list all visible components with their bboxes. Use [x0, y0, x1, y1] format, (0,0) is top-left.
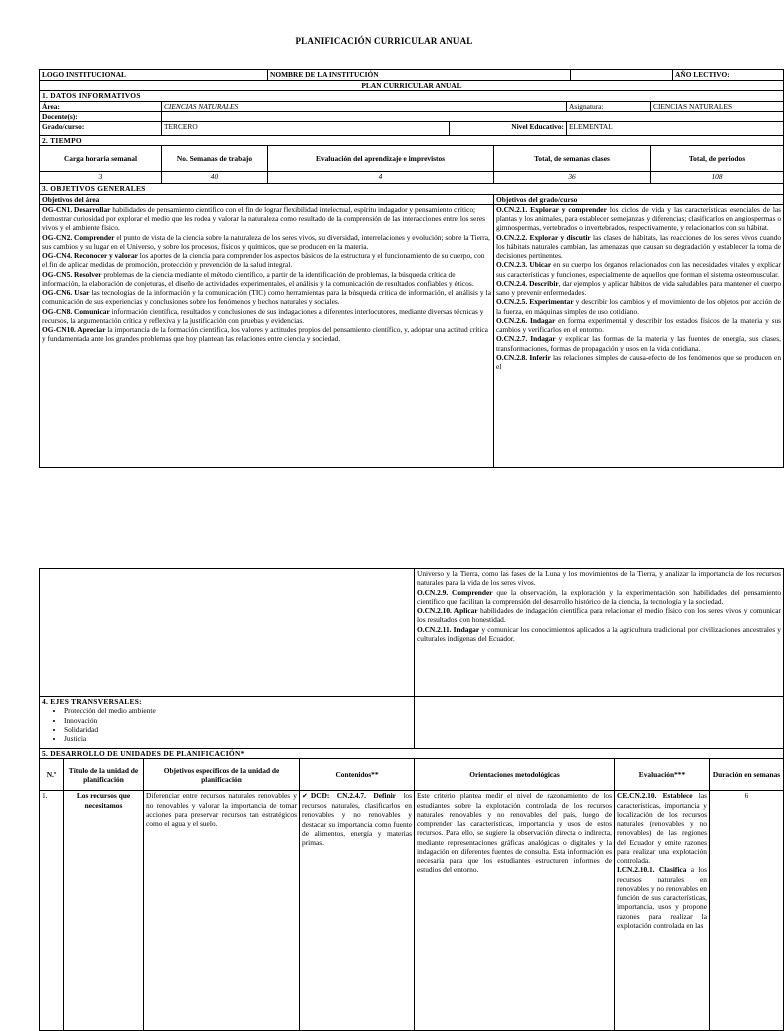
page1-table — [39, 69, 784, 468]
unit-header: Contenidos** — [300, 759, 415, 791]
nivel-value: ELEMENTAL — [567, 122, 784, 136]
unit-number: 1. — [40, 791, 64, 1031]
objetivos-area-list — [40, 204, 494, 467]
objective-item: O.CN.2.2. Explorar y discutir las clases de hábitats, las reacciones de los seres vivos cuando los hábitats naturales cambian, las amenazas que causan su degradación y establecer la toma de decisiones pertinentes. — [496, 232, 782, 260]
list-item: • Innovación — [64, 716, 412, 725]
section-ejes: 4. EJES TRANSVERSALES: — [42, 697, 142, 706]
objective-item: O.CN.2.8. Inferir las relaciones simples de causa-efecto de los fenómenos que se producen en el — [496, 352, 782, 371]
table-row — [40, 791, 784, 1031]
asignatura-value: CIENCIAS NATURALES — [651, 101, 784, 111]
plan-title: PLAN CURRICULAR ANUAL — [40, 81, 784, 91]
area-value: CIENCIAS NATURALES — [162, 101, 567, 111]
objective-item: O.CN.2.1. Explorar y comprender los ciclos de vida y las características esenciales de las plantas y los animales, para establecer semejanzas y diferencias; clasificarlos en angiospermas o gimnospermas, vertebrados o invertebrados, respectivamente, y relacionarlos con su hábitat. — [496, 204, 782, 233]
grado-value: TERCERO — [162, 122, 450, 136]
objective-item: OG-CN4. Reconocer y valorar los aportes de la ciencia para comprender los aspectos básicos de la estructura y el funcionamiento de su cuerpo, con el fin de aplicar medidas de promoción, protección y prevención de la salud integral. — [42, 251, 485, 270]
objective-item: O.CN.2.5. Experimentar y describir los cambios y el movimiento de los objetos por acción de la fuerza, en máquinas simples de uso cotidiano. — [496, 297, 782, 316]
list-item: • Solidaridad — [64, 725, 412, 734]
ejes-cell — [40, 697, 415, 749]
unit-title: Los recursos que necesitamos — [64, 791, 144, 1031]
objective-item: O.CN.2.6. Indagar en forma experimental y describir los estados físicos de la materia y sus cambios y verificarlos en el entorno. — [496, 315, 782, 334]
objective-item: OG-CN5. Resolver problemas de la ciencia mediante el método científico, a partir de la identificación de problemas, la búsqueda crítica de información, la elaboración de conjeturas, el diseño de actividades experimentales, el análisis y la comunicación de resultados confiables y éticos. — [42, 269, 474, 288]
objective-item: OG-CN10. Apreciar la importancia de la formación científica, los valores y actitudes propios del pensamiento científico, y, adoptar una actitud crítica y fundamentada ante los grandes problemas que hoy plantean las relaciones entre ciencia y sociedad. — [42, 325, 488, 344]
tiempo-value: 108 — [651, 172, 784, 184]
tiempo-value: 3 — [40, 172, 162, 184]
unit-evaluation: CE.CN.2.10. Establece las características, importancia y localización de los recursos naturales (renovables y no renovables) de las regiones del Ecuador y emite razones para realizar una explotación controlada. I.CN.2.10.1. Clasifica a los recursos naturales en renovables y no renovables en función de sus características, importancia, usos y propone razones para realizar la explotación controlada en las — [615, 791, 710, 1031]
tiempo-header: Carga horaria semanal — [40, 146, 162, 172]
objetivos-grado-continuation — [415, 569, 784, 697]
unit-header: Objetivos específicos de la unidad de planificación — [144, 759, 300, 791]
list-item: • Protección del medio ambiente — [64, 706, 412, 715]
check-icon — [302, 791, 311, 800]
area-label: Área: — [40, 101, 162, 111]
objective-item: O.CN.2.7. Indagar y explicar las formas de la materia y las fuentes de energía, sus clases, transformaciones, formas de propagación y usos en la vida cotidiana. — [496, 334, 782, 353]
unit-header: Evaluación*** — [615, 759, 710, 791]
section-objetivos: 3. OBJETIVOS GENERALES — [40, 184, 784, 194]
tiempo-header: Evaluación del aprendizaje e imprevistos — [268, 146, 494, 172]
tiempo-header: No. Semanas de trabajo — [162, 146, 268, 172]
school-year-cell: AÑO LECTIVO: — [673, 70, 784, 81]
objective-item: O.CN.2.11. Indagar y comunicar los conocimientos aplicados a la agricultura tradicional por civilizaciones ancestrales y culturales indígenas del Ecuador. — [417, 624, 782, 643]
section-datos: 1. DATOS INFORMATIVOS — [40, 91, 784, 101]
unit-content: ✔ DCD: CN.2.4.7. Definir los recursos naturales, clasificarlos en renovables y no renovables y destacar su importancia como fuente de alimentos, energía y materias primas. — [300, 791, 415, 1031]
docente-label: Docente(s): — [40, 111, 162, 121]
tiempo-value: 40 — [162, 172, 268, 184]
objetivos-area-header: Objetivos del área — [40, 194, 494, 204]
list-item: • Justicia — [64, 734, 412, 743]
section-tiempo: 2. TIEMPO — [40, 136, 784, 146]
objective-item: Universo y la Tierra, como las fases de la Luna y los movimientos de la Tierra, y analizar la importancia de los recursos naturales para la vida de los seres vivos. — [417, 569, 782, 588]
objective-item: O.CN.2.9. Comprender que la observación, la exploración y la experimentación son habilidades del pensamiento científico que facilitan la comprensión del desarrollo histórico de la ciencia, la tecnología y la sociedad. — [417, 587, 782, 606]
tiempo-value: 4 — [268, 172, 494, 184]
unit-header: Duración en semanas — [710, 759, 784, 791]
unit-methodology: Este criterio plantea medir el nivel de razonamiento de los estudiantes sobre la explotación controlada de los recursos naturales renovables y no renovables del país, luego de comprender las características, importancia y usos de estos recursos. Para ello, se sugiere la observación directa o indirecta, mediante representaciones gráficas analógicas o digitales y la indagación en diferentes fuentes de consulta. Esta información es necesaria para que los estudiantes estructuren informes de estudios del entorno. — [415, 791, 615, 1031]
objective-item: O.CN.2.3. Ubicar en su cuerpo los órganos relacionados con las necesidades vitales y explicar sus características y funciones, especialmente de aquellos que forman el sistema osteomuscular. — [496, 260, 782, 279]
asignatura-label: Asignatura: — [567, 101, 651, 111]
objective-item: O.CN.2.10. Aplicar habilidades de indagación científica para relacionar el medio físico con los seres vivos y comunicar los resultados con honestidad. — [417, 606, 782, 625]
tiempo-header: Total, de periodos — [651, 146, 784, 172]
unit-header: Título de la unidad de planificación — [64, 759, 144, 791]
unit-header: Orientaciones metodológicas — [415, 759, 615, 791]
tiempo-header: Total, de semanas clases — [494, 146, 651, 172]
objective-item: OG-CN8. Comunicar información científica, resultados y conclusiones de sus indagaciones a diferentes interlocutores, mediante diversas técnicas y recursos, la argumentación crítica y reflexiva y la justificación con pruebas y evidencias. — [42, 306, 484, 325]
section-desarrollo: 5. DESARROLLO DE UNIDADES DE PLANIFICACIÓN* — [40, 749, 784, 759]
page-title: PLANIFICACIÓN CURRICULAR ANUAL — [295, 36, 473, 46]
objetivos-grado-list — [494, 204, 784, 467]
unit-header: N.º — [40, 759, 64, 791]
unit-weeks: 6 — [710, 791, 784, 1031]
unit-objectives: Diferenciar entre recursos naturales renovables y no renovables y valorar la importancia de tomar acciones para preservar recursos tan estratégicos como el agua y el suelo. — [144, 791, 300, 1031]
page2-table — [39, 568, 784, 1031]
nivel-label: Nivel Educativo: — [450, 122, 567, 136]
grado-label: Grado/curso: — [40, 122, 162, 136]
objective-item: OG-CN6. Usar las tecnologías de la información y la comunicación (TIC) como herramientas para la búsqueda crítica de información, el análisis y la comunicación de sus experiencias y conclusiones sobre los fenómenos y hechos naturales y sociales. — [42, 288, 491, 307]
tiempo-value: 36 — [494, 172, 651, 184]
ejes-list — [42, 706, 412, 743]
objetivos-grado-header: Objetivos del grado/curso — [494, 194, 784, 204]
objective-item: OG-CN2. Comprender el punto de vista de la ciencia sobre la naturaleza de los seres vivos, su diversidad, interrelaciones y evolución; sobre la Tierra, sus cambios y su lugar en el Universo, y sobre los procesos, físicos y químicos, que se producen en la materia. — [42, 232, 490, 251]
institution-cell: NOMBRE DE LA INSTITUCIÓN — [268, 70, 571, 81]
objective-item: OG-CN1. Desarrollar habilidades de pensamiento científico con el fin de lograr flexibilidad intelectual, espíritu indagador y pensamiento crítico; demostrar curiosidad por explorar el medio que les rodea y valorar la naturaleza como resultado de la comprensión de las interacciones entre los seres vivos y el ambiente físico. — [42, 204, 486, 233]
logo-cell: LOGO INSTITUCIONAL — [40, 70, 268, 81]
objective-item: O.CN.2.4. Describir, dar ejemplos y aplicar hábitos de vida saludables para mantener el cuerpo sano y prevenir enfermedades. — [496, 278, 782, 297]
